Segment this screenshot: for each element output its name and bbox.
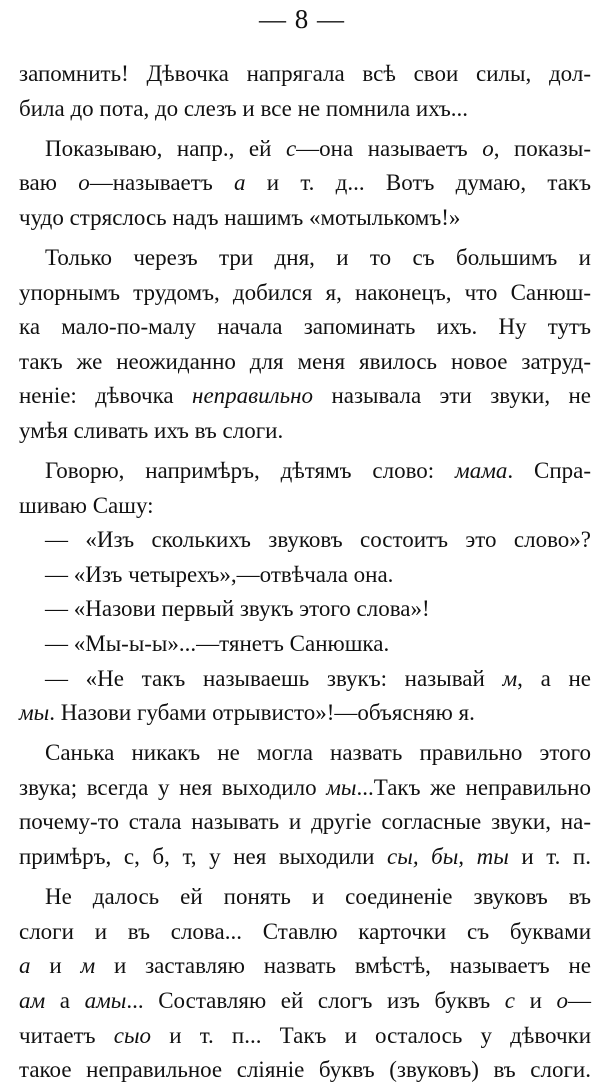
text-line: Показываю, напр., ей с—она называетъ о, показы- [45,135,591,161]
page-number: — 8 — [259,4,345,34]
body-text [19,57,591,1088]
text-line: звука; всегда у нея выходило мы...Такъ же неправильно [19,774,591,800]
text-line: Санька никакъ не могла назвать правильно этого [45,740,591,766]
text-line: — «Назови первый звукъ этого слова»! [45,596,430,622]
text-line: примѣръ, с, б, т, у нея выходили сы, бы, ты и т. п. [19,844,591,870]
text-line: Говорю, напримѣръ, дѣтямъ слово: мама. Спра- [45,458,591,484]
text-line: — «Изъ сколькихъ звуковъ состоитъ это слово»? [45,527,591,553]
text-line: шиваю Сашу: [19,492,154,518]
text-line: Не далось ей понять и соединеніе звуковъ въ [45,884,591,910]
text-line: ваю о—называетъ а и т. д... Вотъ думаю, такъ [19,170,591,196]
text-line: такое неправильное сліяніе буквъ (звуковъ) въ слоги. [19,1057,591,1083]
text-line: — «Изъ четырехъ»,—отвѣчала она. [45,561,394,587]
text-line: — «Не такъ называешь звукъ: называй м, а не [45,665,591,691]
text-line: ам а амы... Составляю ей слогъ изъ буквъ с и о— [19,987,591,1013]
text-line: мы. Назови губами отрывисто»!—объясняю я. [19,700,475,726]
text-line: такъ же неожиданно для меня явилось новое затруд- [19,348,591,374]
text-line: запомнить! Дѣвочка напрягала всѣ свои силы, дол- [19,61,591,86]
text-line: била до пота, до слезъ и все не помнила ихъ... [19,95,468,121]
text-line: а и м и заставляю назвать вмѣстѣ, называетъ не [19,953,591,979]
text-line: ка мало-по-малу начала запоминать ихъ. Ну тутъ [19,314,591,340]
text-line: упорнымъ трудомъ, добился я, наконецъ, что Санюш- [19,279,591,305]
text-line: — «Мы-ы-ы»...—тянетъ Санюшка. [45,631,390,656]
text-line: чудо стряслось надъ нашимъ «мотылькомъ!» [19,204,461,230]
text-line: Только черезъ три дня, и то съ большимъ и [45,244,591,270]
text-line: неніе: дѣвочка неправильно называла эти звуки, не [19,383,592,409]
text-line: почему-то стала называть и другіе согласные звуки, на- [19,809,591,835]
text-line: читаетъ сыо и т. п... Такъ и осталось у дѣвочки [19,1022,592,1048]
text-line: слоги и въ слова... Ставлю карточки съ буквами [19,918,591,944]
text-line: умѣя сливать ихъ въ слоги. [19,417,284,443]
